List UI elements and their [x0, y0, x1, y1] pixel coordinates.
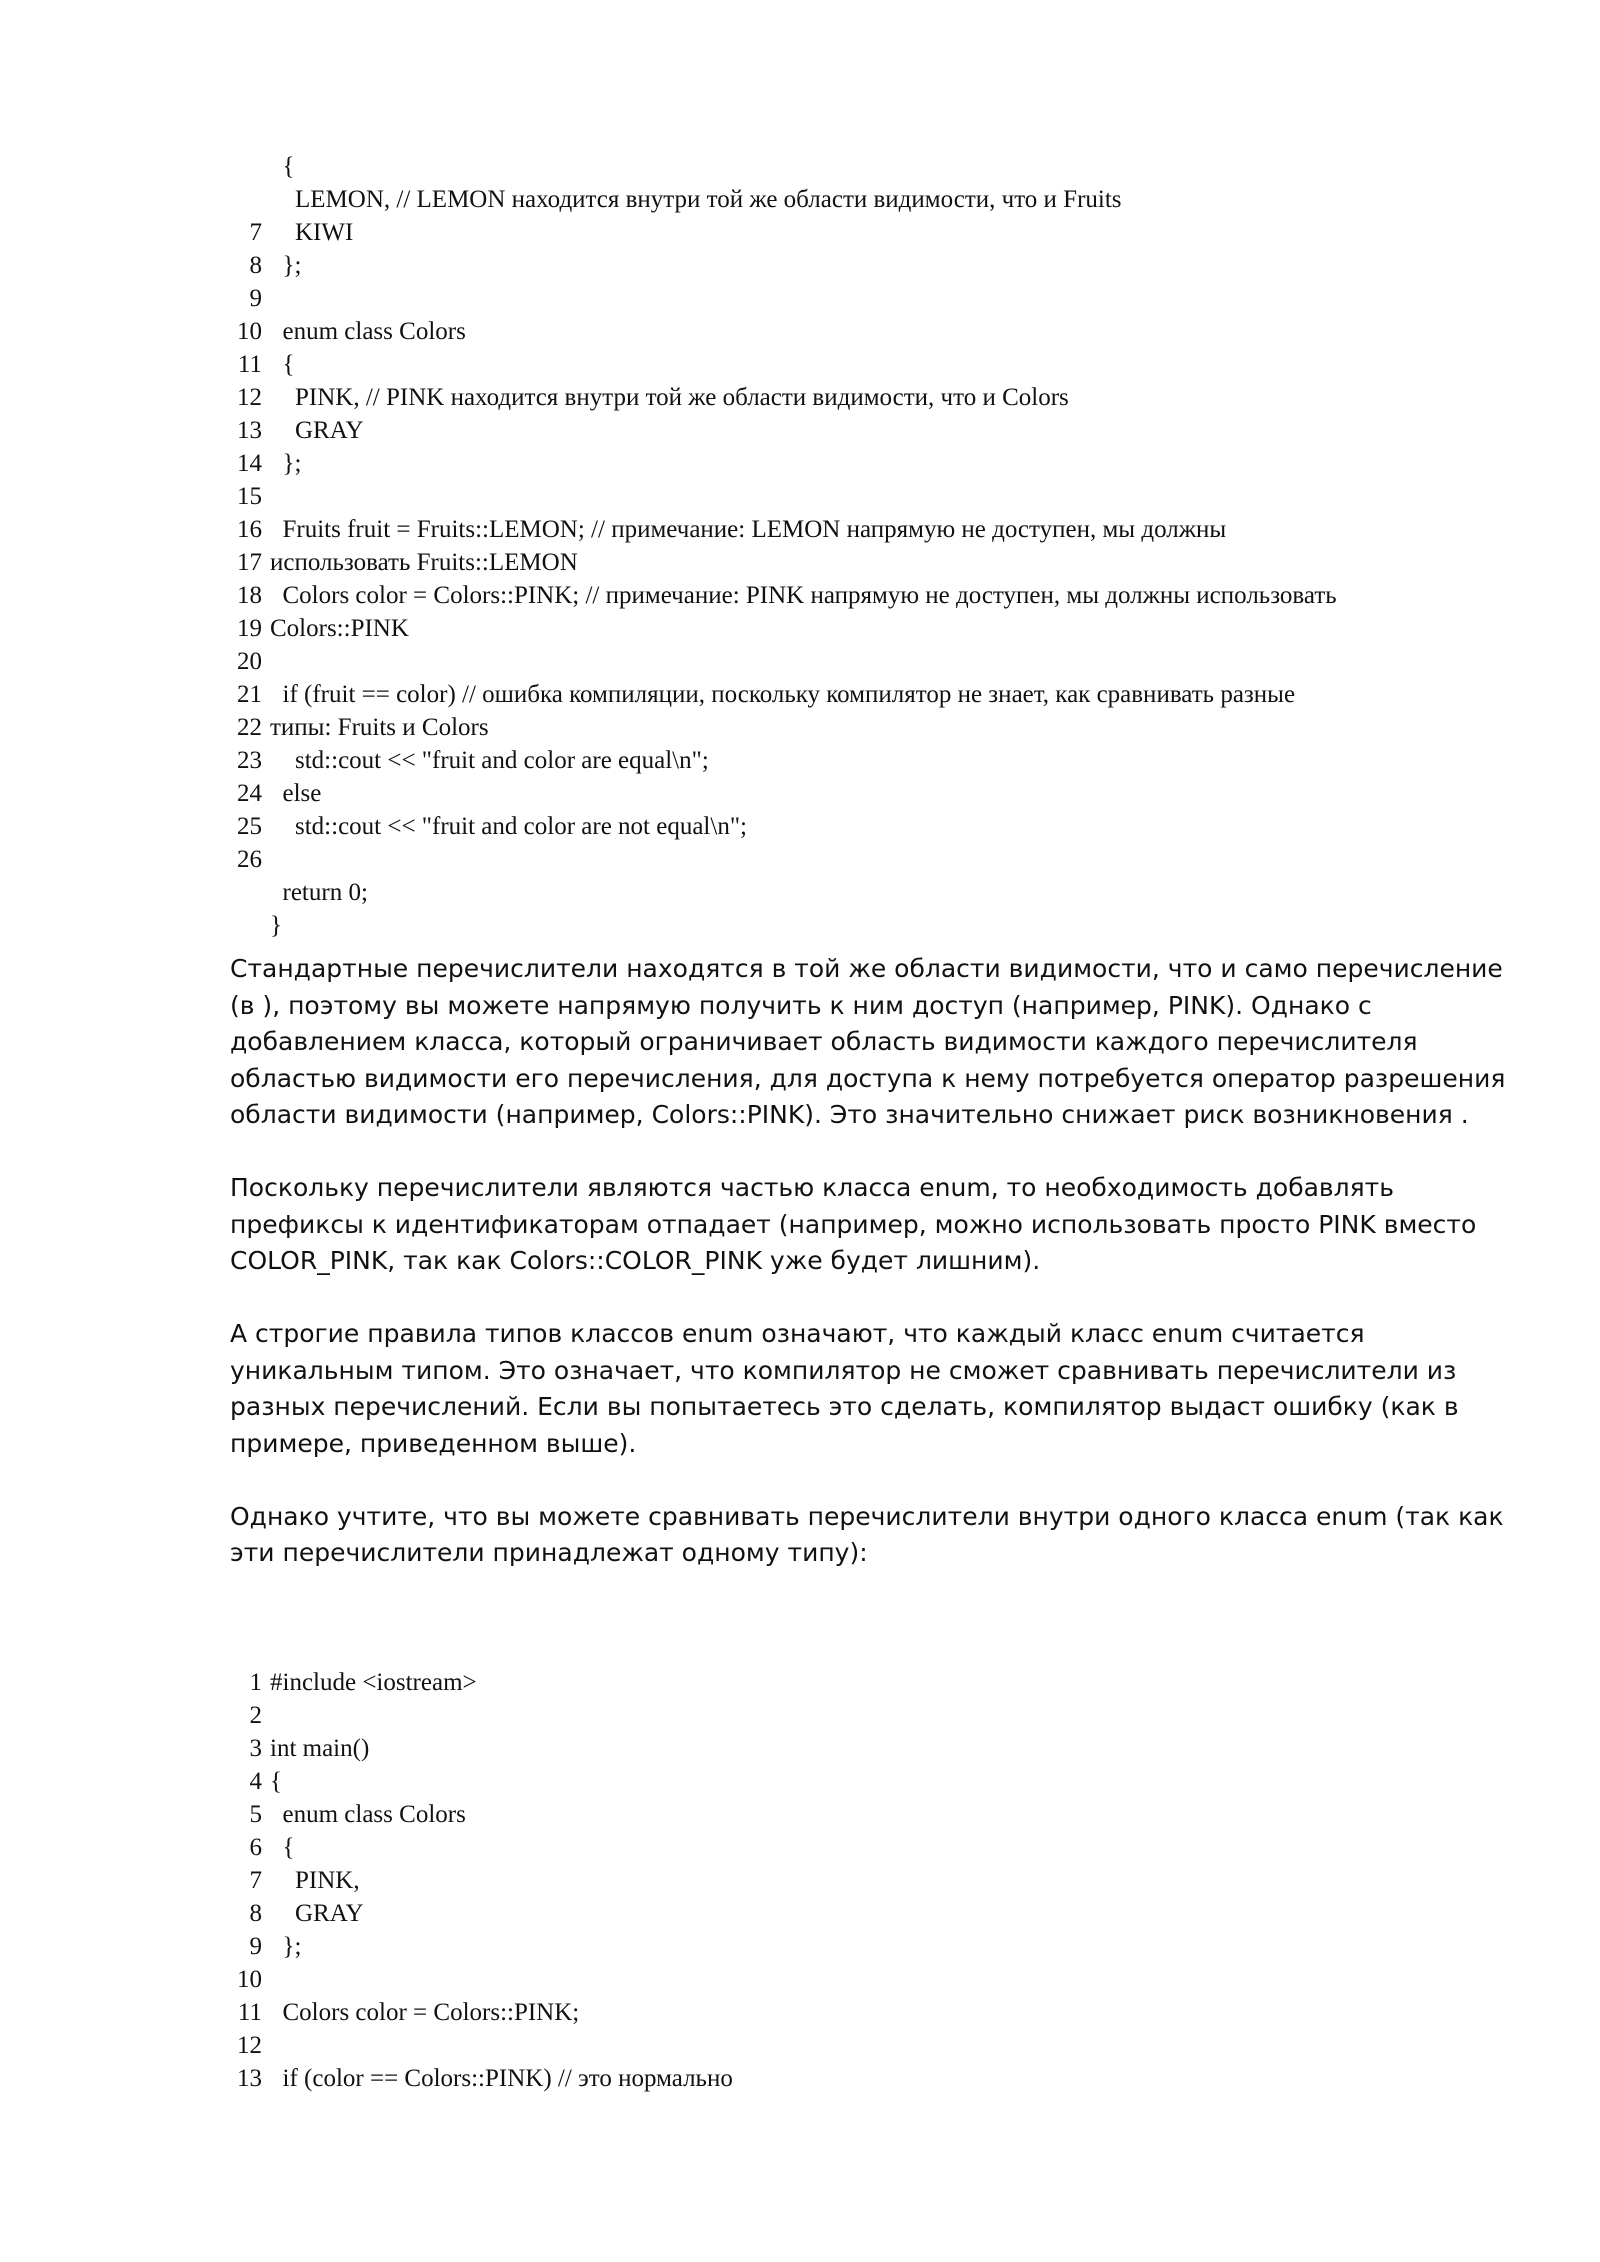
code-text: std::cout << "fruit and color are equal\n";: [270, 747, 709, 774]
code-text: std::cout << "fruit and color are not equal\n";: [270, 813, 747, 840]
code-text: [262, 1963, 1530, 1996]
code-line: [230, 1930, 1530, 1963]
line-number: 26: [237, 846, 262, 873]
prose-section: [230, 951, 1520, 1608]
code-line: [230, 777, 1530, 810]
line-number: 9: [249, 285, 262, 312]
line-number: 18: [237, 582, 262, 609]
code-text: else: [270, 780, 322, 807]
paragraph: Стандартные перечислители находятся в той же области видимости, что и само перечисление (в ), поэтому вы можете напрямую получить к ним доступ (например, PINK). Однако с добавлением класса, который ограничивает область видимости каждого перечислителя областью видимости его перечисления, для доступа к нему потребуется оператор разрешения области видимости (например, Colors::PINK). Это значительно снижает риск возникновения .: [230, 954, 1506, 1129]
code-text: #include <iostream>: [270, 1669, 477, 1696]
line-number: 7: [249, 1867, 262, 1894]
code-line: [230, 744, 1530, 777]
code-line: [230, 1765, 1530, 1798]
line-number: 10: [237, 318, 262, 345]
line-number: 19: [237, 615, 262, 642]
code-text: [262, 843, 1530, 876]
code-line: [230, 546, 1530, 579]
code-line: [230, 1732, 1530, 1765]
code-line: [230, 1996, 1530, 2029]
code-text: PINK,: [270, 1867, 360, 1894]
line-number: 12: [237, 2032, 262, 2059]
paragraph: Однако учтите, что вы можете сравнивать перечислители внутри одного класса enum (так как эти перечислители принадлежат одному типу):: [230, 1501, 1504, 1567]
code-line: [230, 1963, 1530, 1996]
line-number: 21: [237, 681, 262, 708]
code-line: [230, 348, 1530, 381]
line-number: 7: [249, 219, 262, 246]
code-line: [230, 1897, 1530, 1930]
line-number: [230, 183, 262, 216]
paragraph: А строгие правила типов классов enum означают, что каждый класс enum считается уникальным типом. Это означает, что компилятор не сможет сравнивать перечислители из разных перечислений. Если вы попытаетесь это сделать, компилятор выдаст ошибку (как в примере, приведенном выше).: [230, 1319, 1459, 1458]
code-text: Colors color = Colors::PINK; // примечание: PINK напрямую не доступен, мы должны использовать: [270, 582, 1337, 609]
line-number: 4: [249, 1768, 262, 1795]
code-block-1: [230, 150, 1530, 942]
line-number: 17: [237, 549, 262, 576]
line-number: 6: [249, 1834, 262, 1861]
code-text: }: [270, 912, 282, 939]
code-line: [230, 645, 1530, 678]
code-text: if (fruit == color) // ошибка компиляции, поскольку компилятор не знает, как сравнивать разные: [270, 681, 1296, 708]
code-line: [230, 711, 1530, 744]
line-number: 14: [237, 450, 262, 477]
code-line: [230, 381, 1530, 414]
code-line: [230, 1699, 1530, 1732]
code-line: [230, 612, 1530, 645]
line-number: 10: [237, 1966, 262, 1993]
code-line: [230, 810, 1530, 843]
code-text: enum class Colors: [270, 318, 466, 345]
code-text: Fruits fruit = Fruits::LEMON; // примечание: LEMON напрямую не доступен, мы должны: [270, 516, 1227, 543]
code-text: };: [270, 252, 302, 279]
line-number: 11: [237, 1999, 262, 2026]
code-text: Colors::PINK: [270, 615, 409, 642]
code-text: GRAY: [270, 1900, 364, 1927]
code-line: [230, 579, 1530, 612]
code-line: [230, 2029, 1530, 2062]
code-text: {: [270, 1768, 282, 1795]
code-text: KIWI: [270, 219, 354, 246]
code-text: [262, 1699, 1530, 1732]
code-line: [230, 1798, 1530, 1831]
code-text: };: [270, 450, 302, 477]
code-text: return 0;: [270, 879, 368, 906]
code-line: [230, 315, 1530, 348]
code-line: [230, 414, 1530, 447]
code-line: [230, 216, 1530, 249]
line-number: 15: [237, 483, 262, 510]
code-text: типы: Fruits и Colors: [270, 714, 489, 741]
line-number: 20: [237, 648, 262, 675]
code-line: [230, 183, 1530, 216]
line-number: [230, 150, 262, 183]
code-text: {: [270, 153, 295, 180]
code-text: {: [270, 351, 295, 378]
line-number: 13: [237, 417, 262, 444]
code-text: GRAY: [270, 417, 364, 444]
code-text: int main(): [270, 1735, 370, 1762]
line-number: 23: [237, 747, 262, 774]
code-text: {: [270, 1834, 295, 1861]
line-number: 16: [237, 516, 262, 543]
code-line: [230, 909, 1530, 942]
code-text: Colors color = Colors::PINK;: [270, 1999, 580, 2026]
line-number: 25: [237, 813, 262, 840]
paragraph: Поскольку перечислители являются частью класса enum, то необходимость добавлять префиксы к идентификаторам отпадает (например, можно использовать просто PINK вместо COLOR_PINK, так как Colors::COLOR_PINK уже будет лишним).: [230, 1173, 1477, 1275]
code-line: [230, 513, 1530, 546]
code-line: [230, 678, 1530, 711]
line-number: 3: [249, 1735, 262, 1762]
line-number: 8: [249, 252, 262, 279]
code-line: [230, 1864, 1530, 1897]
code-text: [262, 480, 1530, 513]
line-number: [230, 909, 262, 942]
code-text: PINK, // PINK находится внутри той же области видимости, что и Colors: [270, 384, 1069, 411]
line-number: 13: [237, 2065, 262, 2092]
code-line: [230, 282, 1530, 315]
code-text: if (color == Colors::PINK) // это нормально: [270, 2065, 733, 2092]
code-line: [230, 1666, 1530, 1699]
code-text: };: [270, 1933, 302, 1960]
code-block-2: [230, 1666, 1530, 2095]
line-number: 12: [237, 384, 262, 411]
code-text: [262, 2029, 1530, 2062]
line-number: 2: [249, 1702, 262, 1729]
code-line: [230, 480, 1530, 513]
code-line: [230, 447, 1530, 480]
code-line: [230, 2062, 1530, 2095]
line-number: 9: [249, 1933, 262, 1960]
code-line: [230, 876, 1530, 909]
code-text: [262, 282, 1530, 315]
code-line: [230, 1831, 1530, 1864]
code-line: [230, 150, 1530, 183]
line-number: 8: [249, 1900, 262, 1927]
code-text: LEMON, // LEMON находится внутри той же области видимости, что и Fruits: [270, 186, 1122, 213]
code-text: enum class Colors: [270, 1801, 466, 1828]
code-text: [262, 645, 1530, 678]
line-number: [230, 876, 262, 909]
line-number: 22: [237, 714, 262, 741]
line-number: 5: [249, 1801, 262, 1828]
code-line: [230, 843, 1530, 876]
code-line: [230, 249, 1530, 282]
code-text: использовать Fruits::LEMON: [270, 549, 578, 576]
line-number: 24: [237, 780, 262, 807]
line-number: 11: [237, 351, 262, 378]
line-number: 1: [249, 1669, 262, 1696]
